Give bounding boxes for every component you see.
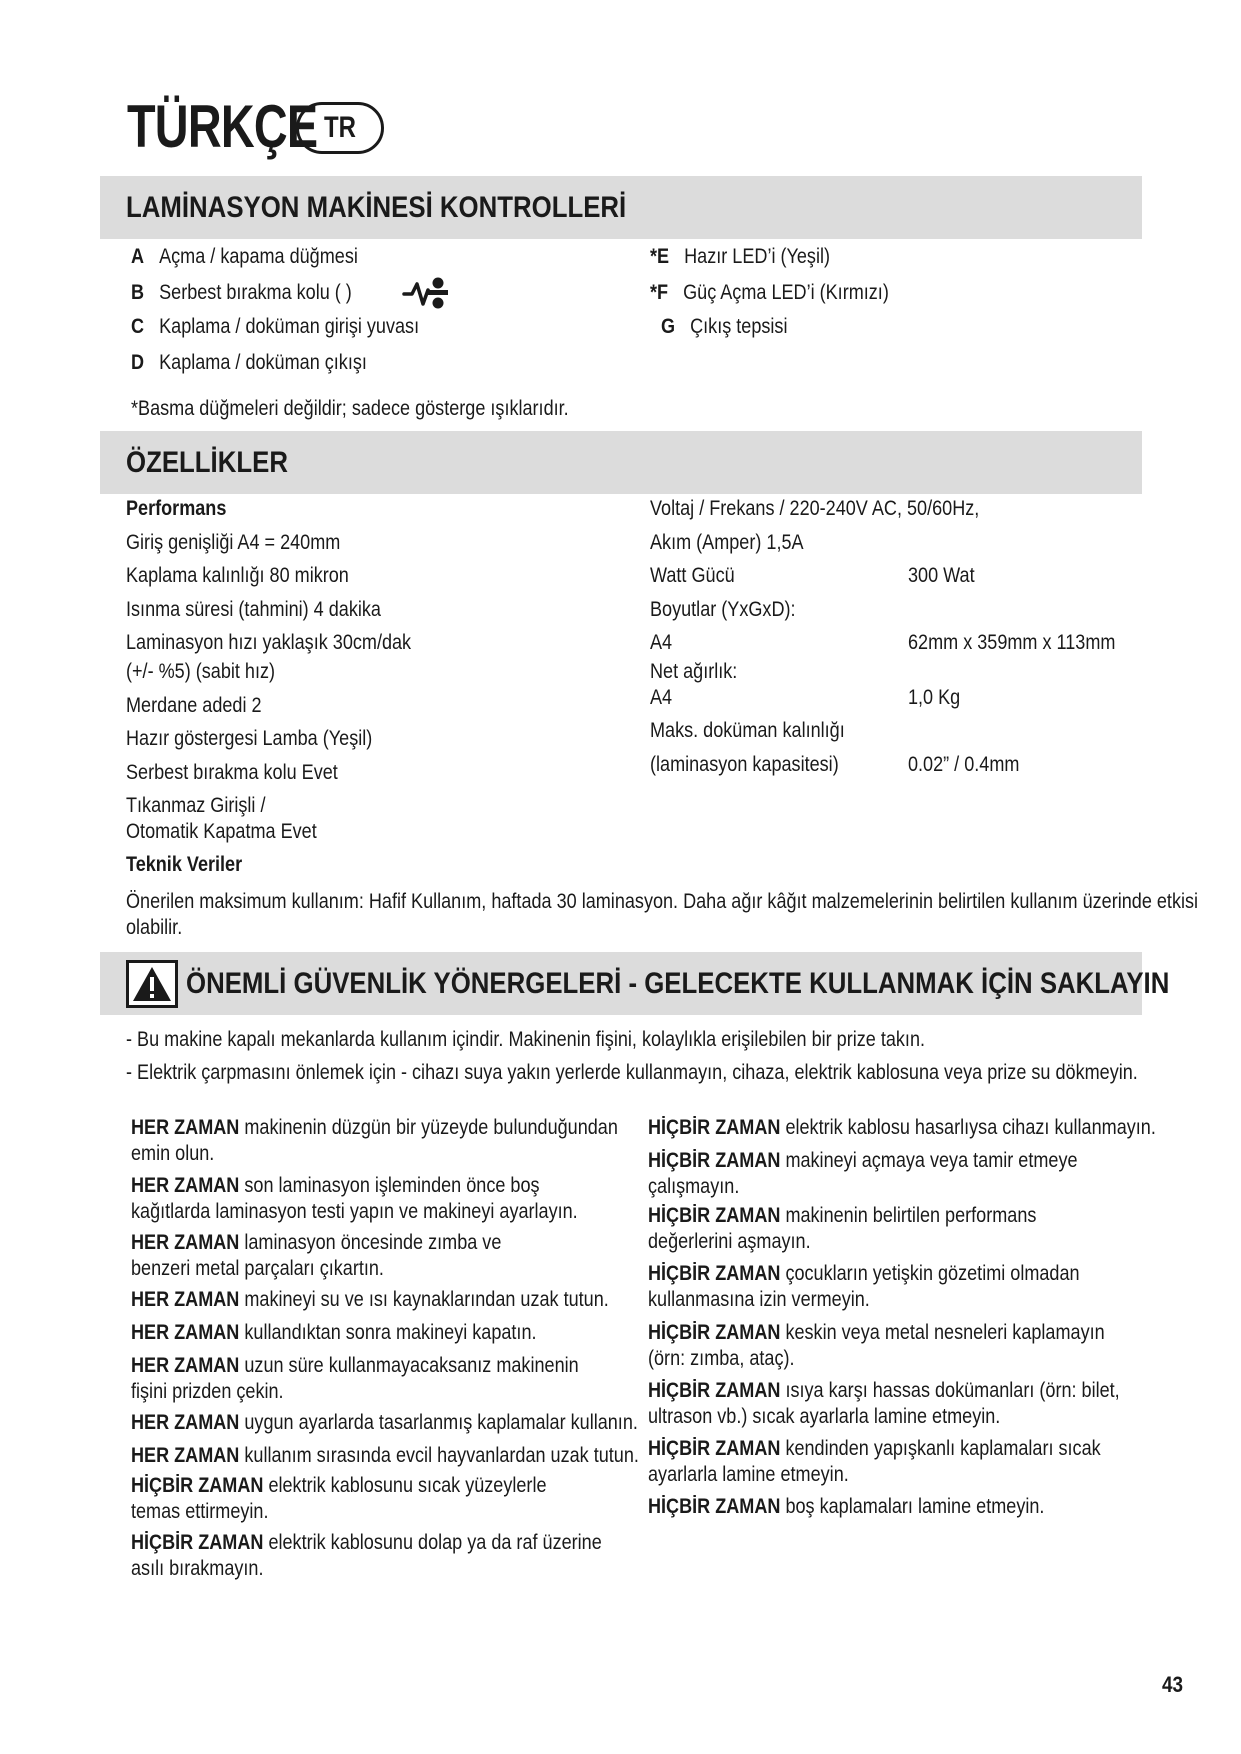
control-label: Güç Açma LED’i (Kırmızı) [683, 281, 889, 304]
controls-note: *Basma düğmeleri değildir; sadece gösterge ışıklarıdır. [131, 397, 569, 420]
spec-left-row: Tıkanmaz Girişli / [126, 794, 266, 817]
control-label: Kaplama / doküman çıkışı [159, 351, 367, 374]
safety-rule-right: HİÇBİR ZAMAN kendinden yapışkanlı kaplamaları sıcak ayarlarla lamine etmeyin. [648, 1437, 1101, 1486]
safety-section-header [100, 952, 1170, 1015]
safety-rule-right: HİÇBİR ZAMAN keskin veya metal nesneleri kaplamayın (örn: zımba, ataç). [648, 1321, 1105, 1370]
controls-heading: LAMİNASYON MAKİNESİ KONTROLLERİ [126, 191, 627, 224]
spec-right-value: 62mm x 359mm x 113mm [908, 631, 1116, 654]
safety-rule-right: HİÇBİR ZAMAN makineyi açmaya veya tamir etmeye çalışmayın. [648, 1149, 1078, 1198]
page-title: TÜRKÇE [127, 93, 318, 160]
safety-rule-left: HER ZAMAN son laminasyon işleminden önce boş kağıtlarda laminasyon testi yapın ve makineyi ayarlayın. [131, 1174, 578, 1223]
safety-rule-left: HER ZAMAN makinenin düzgün bir yüzeyde bulunduğundan emin olun. [131, 1116, 618, 1165]
safety-rule-left: HER ZAMAN uygun ayarlarda tasarlanmış kaplamalar kullanın. [131, 1411, 638, 1434]
specs-section-header [100, 431, 1142, 494]
spec-right-value: 300 Wat [908, 564, 975, 587]
spec-right-row: Voltaj / Frekans / 220-240V AC, 50/60Hz, [650, 497, 980, 520]
control-item-f [650, 280, 928, 306]
spec-right-row: A4 [650, 686, 673, 709]
safety-rule-right: HİÇBİR ZAMAN makinenin belirtilen performans değerlerini aşmayın. [648, 1204, 1037, 1253]
safety-rule-left: HİÇBİR ZAMAN elektrik kablosunu dolap ya da raf üzerine asılı bırakmayın. [131, 1531, 602, 1580]
spec-left-row: (+/- %5) (sabit hız) [126, 660, 276, 683]
control-item-c [131, 314, 466, 340]
control-label: Serbest bırakma kolu ( ) [159, 281, 352, 304]
control-letter: B [131, 281, 145, 304]
spec-right-value: 0.02” / 0.4mm [908, 753, 1020, 776]
control-item-g [661, 314, 808, 340]
usage-note: Önerilen maksimum kullanım: Hafif Kullanım, haftada 30 laminasyon. Daha ağır kâğıt malzemelerinin belirtilen kullanım üzerinde etkisi olabilir. [126, 890, 1199, 939]
spec-left-row: Merdane adedi 2 [126, 694, 262, 717]
warning-icon [126, 960, 178, 1008]
spec-left-row: Isınma süresi (tahmini) 4 dakika [126, 598, 381, 621]
specs-heading: ÖZELLİKLER [126, 446, 288, 479]
control-label: Açma / kapama düğmesi [159, 245, 358, 268]
spec-left-row: Hazır göstergesi Lamba (Yeşil) [126, 727, 373, 750]
spec-left-row: Laminasyon hızı yaklaşık 30cm/dak [126, 631, 412, 654]
control-letter: *E [650, 245, 670, 268]
release-lever-icon [400, 276, 450, 310]
safety-rule-right: HİÇBİR ZAMAN boş kaplamaları lamine etmeyin. [648, 1495, 1045, 1518]
control-letter: C [131, 315, 145, 338]
safety-rule-left: HER ZAMAN uzun süre kullanmayacaksanız makinenin fişini prizden çekin. [131, 1354, 579, 1403]
technical-title: Teknik Veriler [126, 853, 243, 876]
safety-intro-line: - Bu makine kapalı mekanlarda kullanım içindir. Makinenin fişini, kolaylıkla erişilebilen bir prize takın. [126, 1028, 926, 1051]
control-item-d [131, 350, 405, 376]
spec-right-row: Net ağırlık: [650, 660, 738, 683]
safety-rule-right: HİÇBİR ZAMAN elektrik kablosu hasarlıysa cihazı kullanmayın. [648, 1116, 1156, 1139]
page-number: 43 [1162, 1672, 1184, 1697]
control-letter: *F [650, 281, 669, 304]
control-item-a [131, 244, 395, 270]
spec-right-row: Akım (Amper) 1,5A [650, 531, 804, 554]
control-letter: D [131, 351, 145, 374]
spec-right-row: (laminasyon kapasitesi) [650, 753, 839, 776]
language-badge: TR [296, 102, 384, 154]
control-letter: A [131, 245, 145, 268]
safety-heading: ÖNEMLİ GÜVENLİK YÖNERGELERİ - GELECEKTE KULLANMAK İÇİN SAKLAYIN [186, 967, 1170, 1000]
spec-left-row: Otomatik Kapatma Evet [126, 820, 317, 843]
control-label: Kaplama / doküman girişi yuvası [159, 315, 420, 338]
spec-right-value: 1,0 Kg [908, 686, 961, 709]
safety-rule-left: HER ZAMAN kullandıktan sonra makineyi kapatın. [131, 1321, 537, 1344]
safety-rule-left: HER ZAMAN kullanım sırasında evcil hayvanlardan uzak tutun. [131, 1444, 639, 1467]
spec-left-row: Serbest bırakma kolu Evet [126, 761, 338, 784]
performance-title: Performans [126, 497, 227, 520]
control-letter: G [661, 315, 676, 338]
control-item-b [131, 280, 388, 306]
control-label: Çıkış tepsisi [690, 315, 788, 338]
safety-intro-line: - Elektrik çarpmasını önlemek için - cihazı suya yakın yerlerde kullanmayın, cihaza, elektrik kablosuna veya prize su dökmeyin. [126, 1061, 1138, 1084]
controls-section-header [100, 176, 1142, 239]
safety-rule-right: HİÇBİR ZAMAN çocukların yetişkin gözetimi olmadan kullanmasına izin vermeyin. [648, 1262, 1080, 1311]
safety-rule-left: HER ZAMAN makineyi su ve ısı kaynaklarından uzak tutun. [131, 1288, 609, 1311]
safety-rule-left: HER ZAMAN laminasyon öncesinde zımba ve benzeri metal parçaları çıkartın. [131, 1231, 502, 1280]
spec-left-row: Giriş genişliği A4 = 240mm [126, 531, 341, 554]
spec-right-row: Boyutlar (YxGxD): [650, 598, 796, 621]
safety-rule-right: HİÇBİR ZAMAN ısıya karşı hassas dokümanları (örn: bilet, ultrason vb.) sıcak ayarlarla lamine etmeyin. [648, 1379, 1120, 1428]
spec-right-row: Maks. doküman kalınlığı [650, 719, 845, 742]
control-item-e [650, 244, 859, 270]
spec-left-row: Kaplama kalınlığı 80 mikron [126, 564, 349, 587]
spec-right-row: Watt Gücü [650, 564, 735, 587]
control-label: Hazır LED’i (Yeşil) [684, 245, 831, 268]
spec-right-row: A4 [650, 631, 673, 654]
safety-rule-left: HİÇBİR ZAMAN elektrik kablosunu sıcak yüzeylerle temas ettirmeyin. [131, 1474, 547, 1523]
